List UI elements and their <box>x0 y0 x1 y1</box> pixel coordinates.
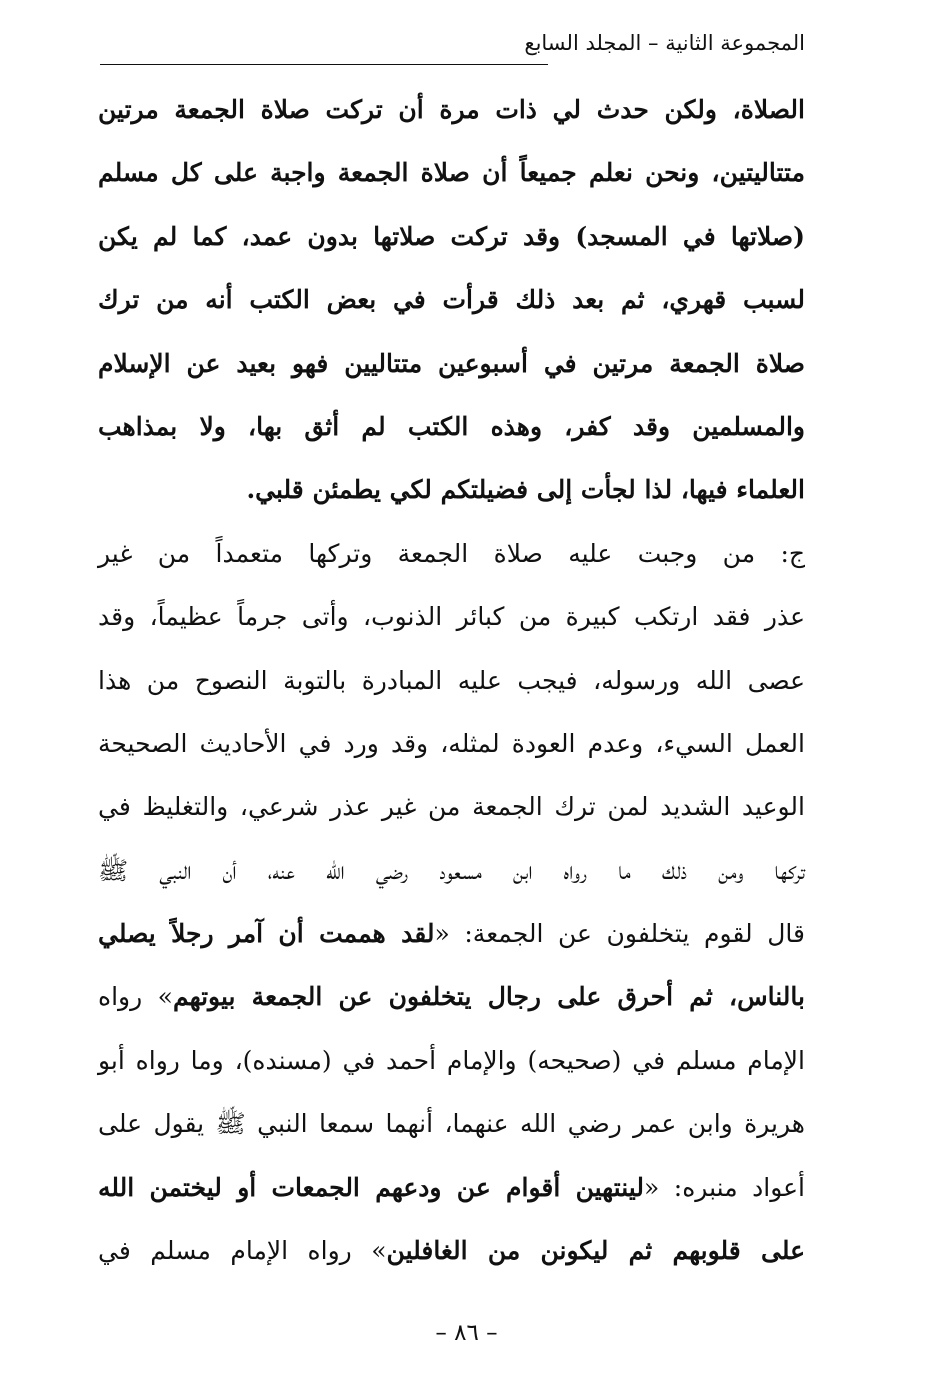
hadith-quote: على قلوبهم ثم ليكونن من الغافلين <box>386 1236 806 1266</box>
hadith-quote: بالناس، ثم أحرق على رجال يتخلفون عن الجمعة بيوتهم <box>172 982 805 1012</box>
header-rule <box>100 64 548 65</box>
hadith-line <box>98 1029 805 1092</box>
hadith-quote: لينتهين أقوام عن ودعهم الجمعات أو ليختمن الله <box>98 1172 644 1202</box>
answer-line: تركها ومن ذلك ما رواه ابن مسعود رضي الله عنه، أن النبي ﷺ <box>98 855 805 885</box>
answer-line: عذر فقد ارتكب كبيرة من كبائر الذنوب، وأتى جرماً عظيماً، وقد <box>98 602 805 632</box>
plain-text: » رواه <box>98 982 173 1012</box>
question-line: لسبب قهري، ثم بعد ذلك قرأت في بعض الكتب أنه من ترك <box>98 285 805 315</box>
question-line: العلماء فيها، لذا لجأت إلى فضيلتكم لكي يطمئن قلبي. <box>246 475 805 505</box>
hadith-line <box>98 1219 805 1282</box>
question-line: (صلاتها في المسجد) وقد تركت صلاتها بدون عمد، كما لم يكن <box>98 221 805 251</box>
question-line: والمسلمين وقد كفر، وهذه الكتب لم أثق بها، ولا بمذاهب <box>98 411 805 441</box>
question-line: متتاليتين، ونحن نعلم جميعاً أن صلاة الجمعة واجبة على كل مسلم <box>98 158 805 188</box>
hadith-quote: لقد هممت أن آمر رجلاً يصلي <box>98 919 435 949</box>
plain-text: قال لقوم يتخلفون عن الجمعة: « <box>434 919 805 949</box>
hadith-line <box>98 902 805 965</box>
page-number: – ٨٦ – <box>435 1320 498 1346</box>
body-text <box>98 78 805 1282</box>
plain-text: أعواد منبره: « <box>643 1172 805 1202</box>
hadith-line <box>98 965 805 1028</box>
answer-line: عصى الله ورسوله، فيجب عليه المبادرة بالتوبة النصوح من هذا <box>98 665 805 695</box>
plain-text: هريرة وابن عمر رضي الله عنهما، أنهما سمعا النبي ﷺ يقول على <box>98 1109 805 1139</box>
plain-text: الإمام مسلم في (صحيحه) والإمام أحمد في (مسنده)، وما رواه أبو <box>98 1045 805 1075</box>
question-line: الصلاة، ولكن حدث لي ذات مرة أن تركت صلاة الجمعة مرتين <box>98 95 805 124</box>
answer-line: ج: من وجبت عليه صلاة الجمعة وتركها متعمداً من غير <box>98 538 805 568</box>
hadith-line <box>98 1156 805 1219</box>
answer-line: العمل السيء، وعدم العودة لمثله، وقد ورد في الأحاديث الصحيحة <box>98 728 805 758</box>
answer-line: الوعيد الشديد لمن ترك الجمعة من غير عذر شرعي، والتغليظ في <box>98 792 805 822</box>
hadith-line <box>98 1092 805 1155</box>
question-line: صلاة الجمعة مرتين في أسبوعين متتاليين فهو بعيد عن الإسلام <box>98 348 805 378</box>
running-header: المجموعة الثانية – المجلد السابع <box>524 31 805 55</box>
plain-text: » رواه الإمام مسلم في <box>98 1236 387 1266</box>
